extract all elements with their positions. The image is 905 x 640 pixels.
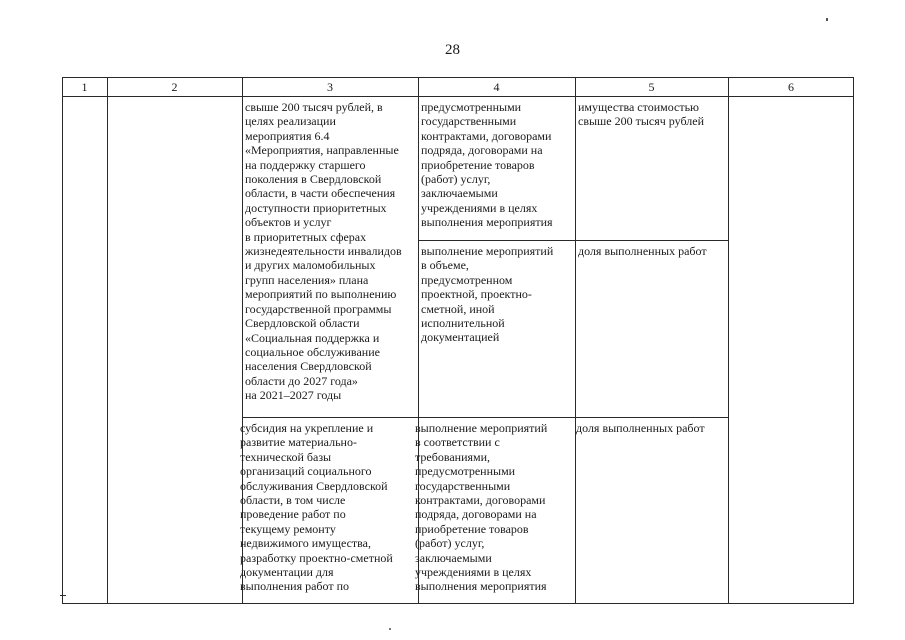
table-rule-bottom (62, 603, 854, 604)
table-rule-header (62, 96, 854, 97)
table-rule-col5 (575, 77, 576, 604)
table-rule-right (853, 77, 854, 604)
header-col-1: 1 (81, 80, 88, 94)
scan-mark (389, 628, 391, 630)
table-rule-block-a-split (418, 240, 728, 241)
scan-mark (826, 18, 828, 21)
cell-b-col5: доля выполненных работ (576, 421, 705, 435)
cell-b-col4: выполнение мероприятий в соответствии с требованиями, предусмотренными государственными контрактами, договорами подряда, договорами на приобретение товаров (работ) услуг, заключаемыми учреждениями в целях выполнения мероприятия (415, 421, 548, 594)
cell-a2-col4: выполнение мероприятий в объеме, предусмотренном проектной, проектно- сметной, иной исполнительной документацией (421, 244, 554, 345)
header-col-2: 2 (171, 80, 178, 94)
cell-a2-col5: доля выполненных работ (578, 244, 707, 258)
cell-a1-col4: предусмотренными государственными контрактами, договорами подряда, договорами на приобретение товаров (работ) услуг, заключаемыми учреждениями в целях выполнения мероприятия (421, 100, 553, 230)
table-rule-block-b (242, 417, 728, 418)
header-col-5: 5 (648, 80, 655, 94)
header-col-3: 3 (327, 80, 333, 94)
cell-a1-col5: имущества стоимостью свыше 200 тысяч рублей (578, 100, 705, 129)
scan-stub (60, 595, 66, 596)
cell-a-col3: свыше 200 тысяч рублей, в целях реализации мероприятия 6.4 «Мероприятия, направленные на поддержку старшего поколения в Свердловской области, в части обеспечения доступности приоритетных объектов и услуг в приоритетных сферах жизнедеятельности инвалидов и других маломобильных групп населения» плана мероприятий по выполнению государственной программы Свердловской области «Социальная поддержка и социальное обслуживание населения Свердловской области до 2027 года» на 2021–2027 годы (245, 100, 402, 403)
data-table (62, 77, 854, 605)
cell-b-col3: субсидия на укрепление и развитие материально- технической базы организаций социального обслуживания Свердловской области, в том числе проведение работ по текущему ремонту недвижимого имущества, разработку проектно-сметной документации для выполнения работ по (240, 421, 393, 594)
table-rule-col2 (107, 77, 108, 604)
table-rule-col6 (728, 77, 729, 604)
table-rule-col1 (62, 77, 63, 604)
page-number: 28 (445, 42, 460, 58)
header-col-4: 4 (493, 80, 500, 94)
table-rule-top (62, 77, 854, 78)
header-col-6: 6 (788, 80, 794, 94)
